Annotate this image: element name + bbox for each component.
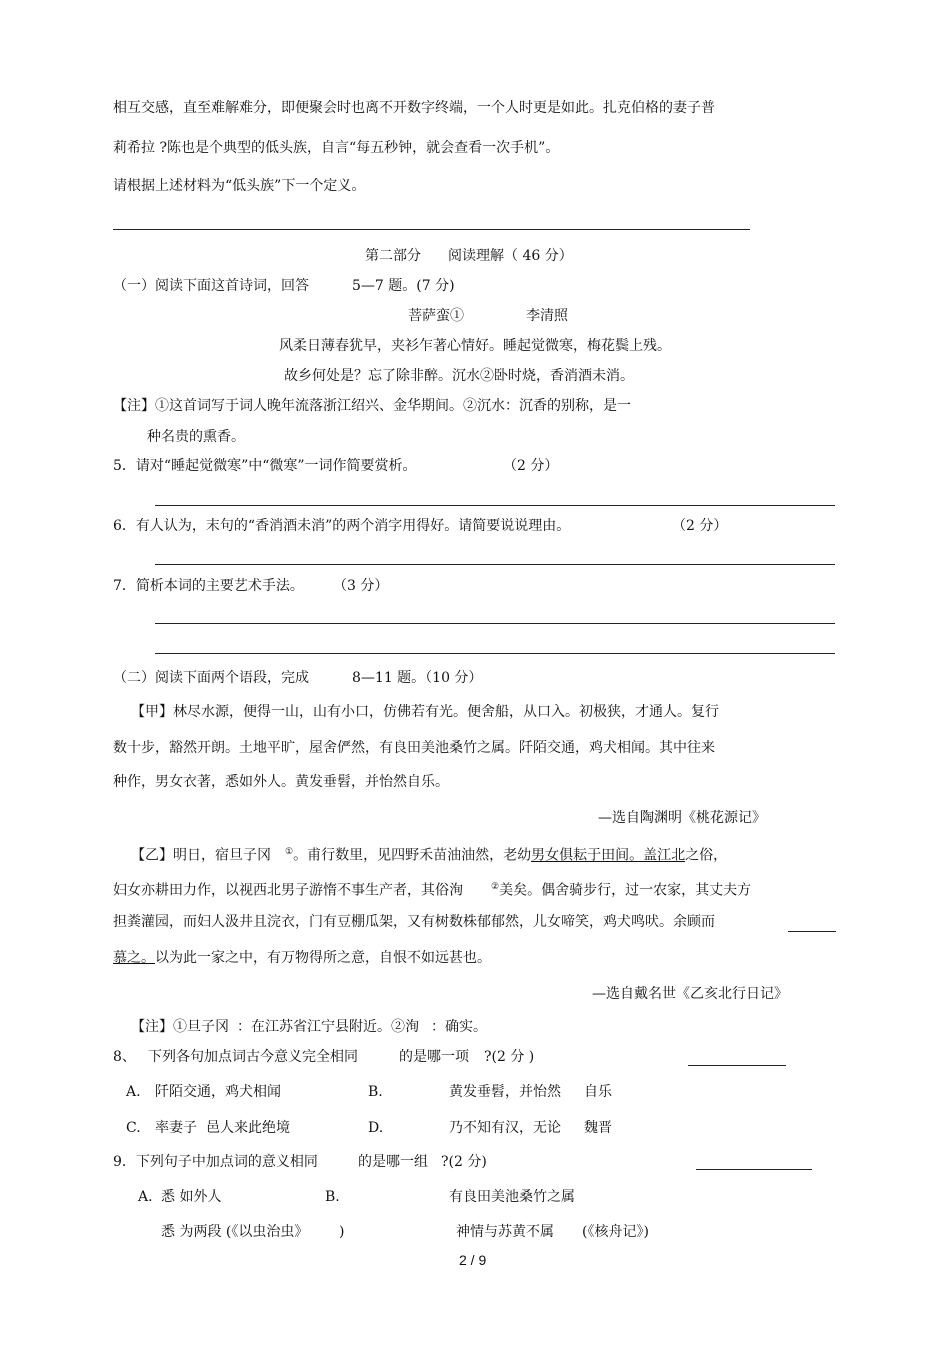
poem-note-2: 种名贵的熏香。 [147,429,245,445]
question-8-stem: 下列各句加点词古今意义完全相同 [148,1049,358,1065]
poem-line-2: 故乡何处是？忘了除非醉。沉水②卧时烧，香消酒未消。 [284,368,634,384]
poem-line-1: 风柔日薄春犹早，夹衫乍著心情好。睡起觉微寒，梅花鬓上残。 [279,338,671,354]
question-8-stem-cont: 的是哪一项 [399,1049,469,1065]
underlined-phrase: 慕之。 [113,950,155,966]
passage-yi-line-4 [113,948,491,968]
answer-line-definition [113,229,750,230]
q8-option-b-label: B. [368,1084,383,1100]
q9-option-a-2: 悉 为两段 (《以虫治虫》 [161,1224,309,1240]
section1-heading: （一）阅读下面这首诗词，回答 [113,278,309,294]
passage-jia-line-3: 种作，男女衣著，悉如外人。黄发垂髫，并怡然自乐。 [113,774,449,790]
question-6: 6．有人认为，末句的“香消酒未消”的两个消字用得好。请简要说说理由。 [113,518,571,534]
question-8-number: 8、 [113,1049,136,1065]
q8-option-a: 阡陌交通，鸡犬相闻 [155,1084,281,1100]
section1-heading-range: 5—7 题。(7 分) [352,278,455,294]
footnote-marker-2: ② [491,882,500,892]
poem-author: 李清照 [526,308,568,324]
passage-yi-line-1 [131,842,727,866]
q8-option-c: 率妻子 [155,1120,197,1136]
passage-yi-source: —选自戴名世《乙亥北行日记》 [592,986,788,1002]
section2-heading: （二）阅读下面两个语段，完成 [113,670,309,686]
q9-option-a-2-tail: ) [339,1224,345,1240]
answer-blank-q9 [696,1169,812,1170]
page-number: 2 / 9 [459,1252,487,1268]
passage-note [131,1017,487,1037]
passage-yi-text: 之俗， [685,847,728,864]
section2-heading-range: 8—11 题。（10 分） [352,670,483,686]
footnote-marker-1: ① [285,847,294,857]
question-9-score: ?(2 分) [441,1154,487,1170]
passage-yi-text: 以为此一家之中，有万物得所之意，自恨不如远甚也。 [155,950,491,966]
answer-line-q5 [155,505,835,506]
passage-jia-source: —选自陶渊明《桃花源记》 [598,810,766,826]
answer-blank-yi [788,931,836,932]
q9-option-b-1: 有良田美池桑竹之属 [449,1189,575,1205]
q9-option-b-2-tail: (《核舟记》) [582,1224,649,1240]
q8-option-d: 乃不知有汉，无论 [449,1120,561,1136]
q8-option-b: 黄发垂髫，并怡然 [449,1084,561,1100]
question-8-score: ?(2 分 ) [484,1049,535,1065]
note-text: 【注】①旦子冈 [131,1019,229,1035]
passage-jia-line-1: 【甲】林尽水源，便得一山，山有小口，仿佛若有光。便舍船，从口入。初极狭，才通人。复行 [131,704,719,720]
poem-title: 菩萨蛮① [408,308,464,324]
part2-title: 第二部分 [365,248,421,264]
passage-yi-text: 。甫行数里，见四野禾苗油油然，老幼 [293,847,532,864]
intro-line-2: 莉希拉 ?陈也是个典型的低头族，自言“每五秒钟，就会查看一次手机”。 [113,140,560,156]
question-7: 7．简析本词的主要艺术手法。 [113,578,304,594]
passage-yi-text: 妇女亦耕田力作，以视西北男子游惰不事生产者，其俗洵 [113,882,463,899]
question-5-score: （2 分） [503,458,559,474]
q8-option-b-tail: 自乐 [584,1084,612,1100]
question-6-score: （2 分） [672,518,728,534]
question-9-stem: 9．下列句子中加点词的意义相同 [113,1154,318,1170]
question-9-stem-cont: 的是哪一组 [358,1154,428,1170]
intro-line-3: 请根据上述材料为“低头族”下一个定义。 [113,178,366,194]
passage-yi-text: 【乙】明日，宿旦子冈 [131,847,271,864]
answer-line-q7-1 [155,623,835,624]
q9-option-b-label: B. [325,1189,340,1205]
note-text: ：确实。 [431,1019,487,1035]
q8-option-c-tail: 邑人来此绝境 [206,1120,290,1136]
q8-option-c-label: C. [126,1120,141,1136]
intro-line-1: 相互交感，直至难解难分，即便聚会时也离不开数字终端，一个人时更是如此。扎克伯格的妻子普 [113,100,715,116]
answer-line-q7-2 [155,653,835,654]
passage-yi-line-3: 担粪灌园，而妇人汲井且浣衣，门有豆棚瓜架，又有树数株郁郁然，儿女啼笑，鸡犬鸣吠。余顾而 [113,914,715,930]
passage-yi-line-2 [113,877,751,901]
q8-option-d-label: D. [368,1120,384,1136]
note-text: ：在江苏省江宁县附近。②洵 [237,1019,419,1035]
part2-subtitle: 阅读理解（ 46 分） [448,248,573,264]
question-7-score: （3 分） [333,578,389,594]
passage-yi-text: 美矣。偶舍骑步行，过一农家，其丈夫方 [499,882,752,899]
q9-option-b-2: 神情与苏黄不属 [456,1224,554,1240]
q8-option-d-tail: 魏晋 [584,1120,612,1136]
answer-line-q6 [155,564,835,565]
answer-blank-q8 [688,1065,786,1066]
question-5: 5．请对“睡起觉微寒”中“微寒”一词作简要赏析。 [113,458,417,474]
q8-option-a-label: A. [126,1084,141,1100]
underlined-phrase: 男女俱耘于田间。盖江北 [531,847,686,864]
q9-option-a-1: 悉 如外人 [161,1189,222,1205]
passage-jia-line-2: 数十步，豁然开朗。土地平旷，屋舍俨然，有良田美池桑竹之属。阡陌交通，鸡犬相闻。其中往来 [113,740,715,756]
q9-option-a-label: A. [138,1189,153,1205]
poem-note-1: 【注】①这首词写于词人晚年流落浙江绍兴、金华期间。②沉水：沉香的别称，是一 [113,398,631,414]
